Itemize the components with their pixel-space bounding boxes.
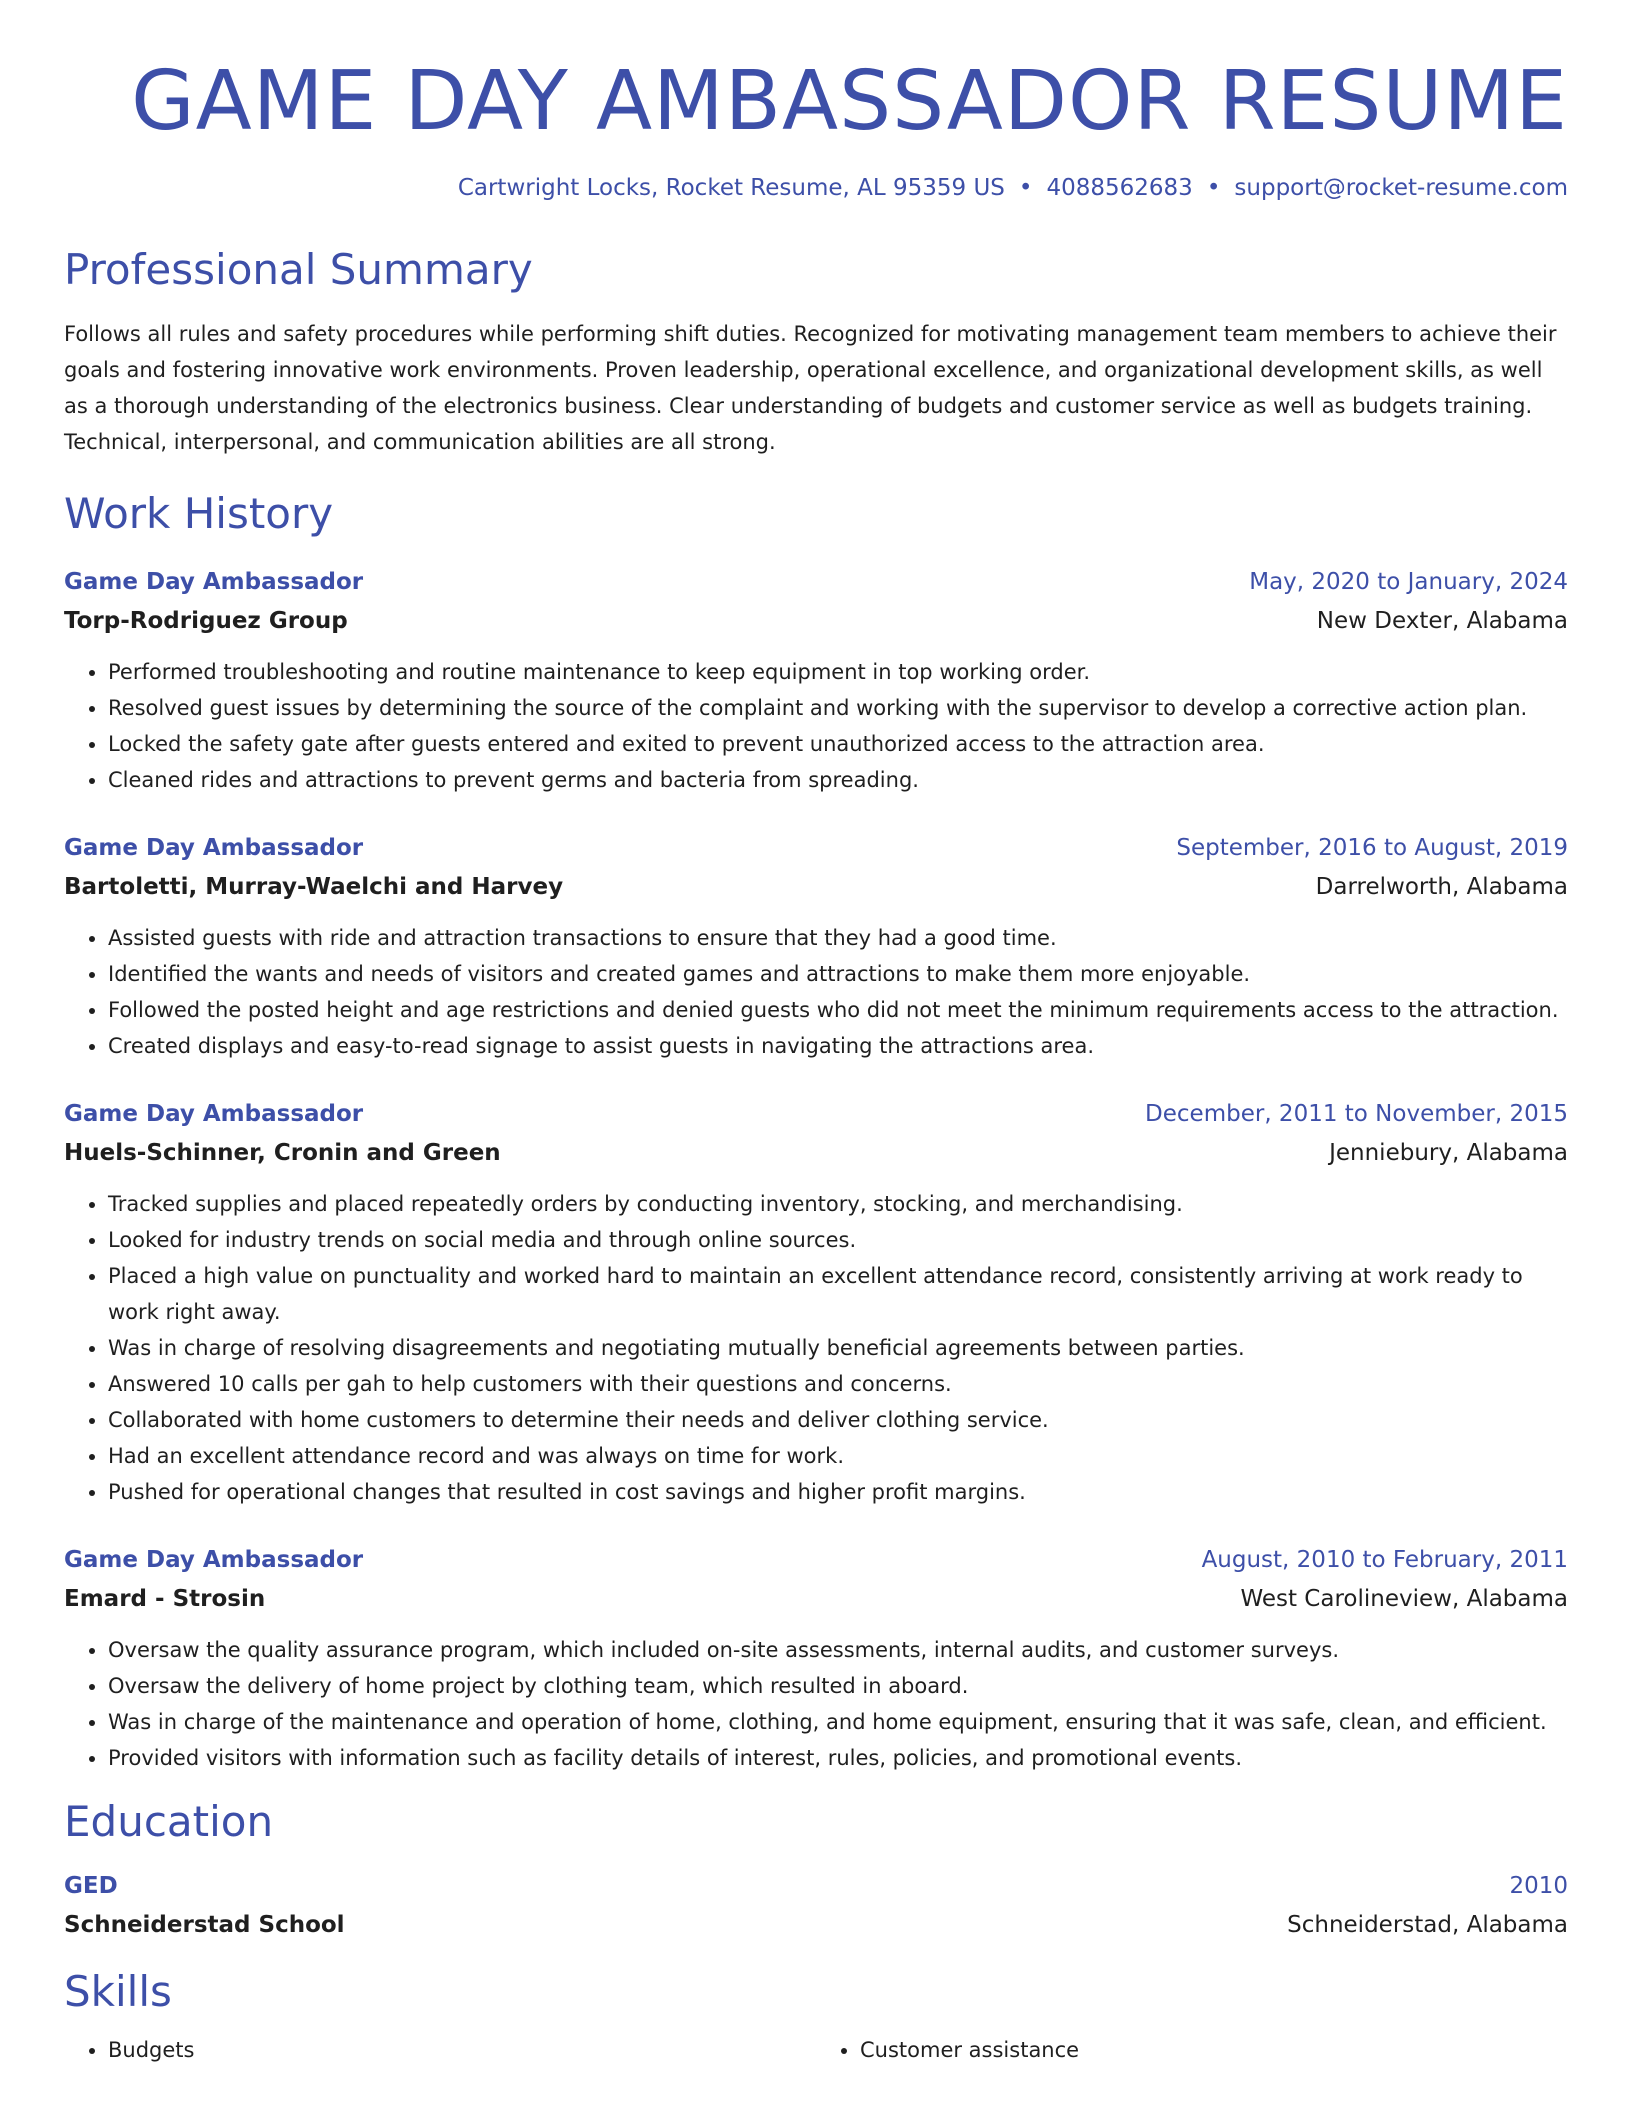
skills-list xyxy=(64,2032,1568,2068)
education-year: 2010 xyxy=(1509,1873,1568,1899)
job-role: Game Day Ambassador xyxy=(64,569,364,595)
job-bullet: • Provided visitors with information such as facility details of interest, rules, policies, and promotional events. xyxy=(108,1740,1568,1776)
job-dates: December, 2011 to November, 2015 xyxy=(1145,1101,1568,1127)
education-school: Schneiderstad School xyxy=(64,1912,345,1938)
job-location: New Dexter, Alabama xyxy=(1316,608,1568,634)
education-location: Schneiderstad, Alabama xyxy=(1287,1912,1568,1938)
job-bullet: • Was in charge of the maintenance and operation of home, clothing, and home equipment, ensuring that it was safe, clean, and efficient. xyxy=(108,1704,1568,1740)
education-heading: Education xyxy=(64,1797,274,1846)
job-bullet: • Created displays and easy-to-read signage to assist guests in navigating the attractions area. xyxy=(108,1028,1568,1064)
job-bullet: • Identified the wants and needs of visitors and created games and attractions to make them more enjoyable. xyxy=(108,956,1568,992)
skills-column-left xyxy=(64,2032,816,2068)
job-bullet: • Collaborated with home customers to determine their needs and deliver clothing service. xyxy=(108,1402,1568,1438)
contact-phone: 4088562683 xyxy=(1046,175,1193,201)
job-location: West Carolineview, Alabama xyxy=(1240,1586,1568,1612)
summary-heading: Professional Summary xyxy=(64,245,533,294)
job-company: Huels-Schinner, Cronin and Green xyxy=(64,1140,501,1166)
skills-heading: Skills xyxy=(64,1967,172,2016)
contact-separator: • xyxy=(1206,175,1221,201)
summary-text: Follows all rules and safety procedures while performing shift duties. Recognized for motivating management team members to achieve their goals and fostering innovative work environments. Proven leadership, operational excellence, and organizational development skills, as well as a thorough understanding of the electronics business. Clear understanding of budgets and customer service as well as budgets training. Technical, interpersonal, and communication abilities are all strong. xyxy=(64,322,1557,454)
contact-address: Cartwright Locks, Rocket Resume, AL 95359 US xyxy=(457,175,1005,201)
job-bullet: • Answered 10 calls per gah to help customers with their questions and concerns. xyxy=(108,1366,1568,1402)
job-bullet: • Looked for industry trends on social media and through online sources. xyxy=(108,1222,1568,1258)
job-company: Emard - Strosin xyxy=(64,1586,266,1612)
job-bullet: • Had an excellent attendance record and was always on time for work. xyxy=(108,1438,1568,1474)
job-bullet: • Cleaned rides and attractions to prevent germs and bacteria from spreading. xyxy=(108,762,1568,798)
job-entry xyxy=(64,828,1568,1064)
job-bullets xyxy=(64,1632,1568,1776)
job-role: Game Day Ambassador xyxy=(64,1547,364,1573)
job-bullets xyxy=(64,920,1568,1064)
job-role: Game Day Ambassador xyxy=(64,835,364,861)
skill-item: • Budgets xyxy=(108,2032,816,2068)
job-bullets xyxy=(64,1186,1568,1510)
resume-title: GAME DAY AMBASSADOR RESUME xyxy=(131,54,1568,149)
education-degree: GED xyxy=(64,1873,118,1899)
job-bullet: • Oversaw the delivery of home project by clothing team, which resulted in aboard. xyxy=(108,1668,1568,1704)
skills-column-right xyxy=(816,2032,1568,2068)
job-location: Darrelworth, Alabama xyxy=(1315,874,1568,900)
job-location: Jenniebury, Alabama xyxy=(1329,1140,1568,1166)
contact-line xyxy=(64,172,1568,204)
job-bullet: • Performed troubleshooting and routine maintenance to keep equipment in top working order. xyxy=(108,654,1568,690)
job-role: Game Day Ambassador xyxy=(64,1101,364,1127)
job-bullet: • Locked the safety gate after guests entered and exited to prevent unauthorized access to the attraction area. xyxy=(108,726,1568,762)
education-entry xyxy=(64,1866,1568,1944)
work-history-heading: Work History xyxy=(64,489,334,538)
job-dates: May, 2020 to January, 2024 xyxy=(1249,569,1568,595)
job-entry xyxy=(64,562,1568,798)
contact-email: support@rocket-resume.com xyxy=(1234,175,1568,201)
job-company: Bartoletti, Murray-Waelchi and Harvey xyxy=(64,874,564,900)
skill-item: • Customer assistance xyxy=(860,2032,1568,2068)
job-bullet: • Assisted guests with ride and attraction transactions to ensure that they had a good time. xyxy=(108,920,1568,956)
job-bullet: • Followed the posted height and age restrictions and denied guests who did not meet the minimum requirements access to the attraction. xyxy=(108,992,1568,1028)
job-bullet: • Resolved guest issues by determining the source of the complaint and working with the supervisor to develop a corrective action plan. xyxy=(108,690,1568,726)
job-bullet: • Pushed for operational changes that resulted in cost savings and higher profit margins. xyxy=(108,1474,1568,1510)
job-entry xyxy=(64,1540,1568,1776)
job-entry xyxy=(64,1094,1568,1510)
job-dates: August, 2010 to February, 2011 xyxy=(1201,1547,1568,1573)
job-bullet: • Placed a high value on punctuality and worked hard to maintain an excellent attendance record, consistently arriving at work ready to work right away. xyxy=(108,1258,1568,1330)
job-bullet: • Was in charge of resolving disagreements and negotiating mutually beneficial agreements between parties. xyxy=(108,1330,1568,1366)
job-bullet: • Tracked supplies and placed repeatedly orders by conducting inventory, stocking, and merchandising. xyxy=(108,1186,1568,1222)
contact-separator: • xyxy=(1018,175,1033,201)
job-dates: September, 2016 to August, 2019 xyxy=(1176,835,1568,861)
job-bullets xyxy=(64,654,1568,798)
job-bullet: • Oversaw the quality assurance program, which included on-site assessments, internal audits, and customer surveys. xyxy=(108,1632,1568,1668)
job-company: Torp-Rodriguez Group xyxy=(64,608,348,634)
